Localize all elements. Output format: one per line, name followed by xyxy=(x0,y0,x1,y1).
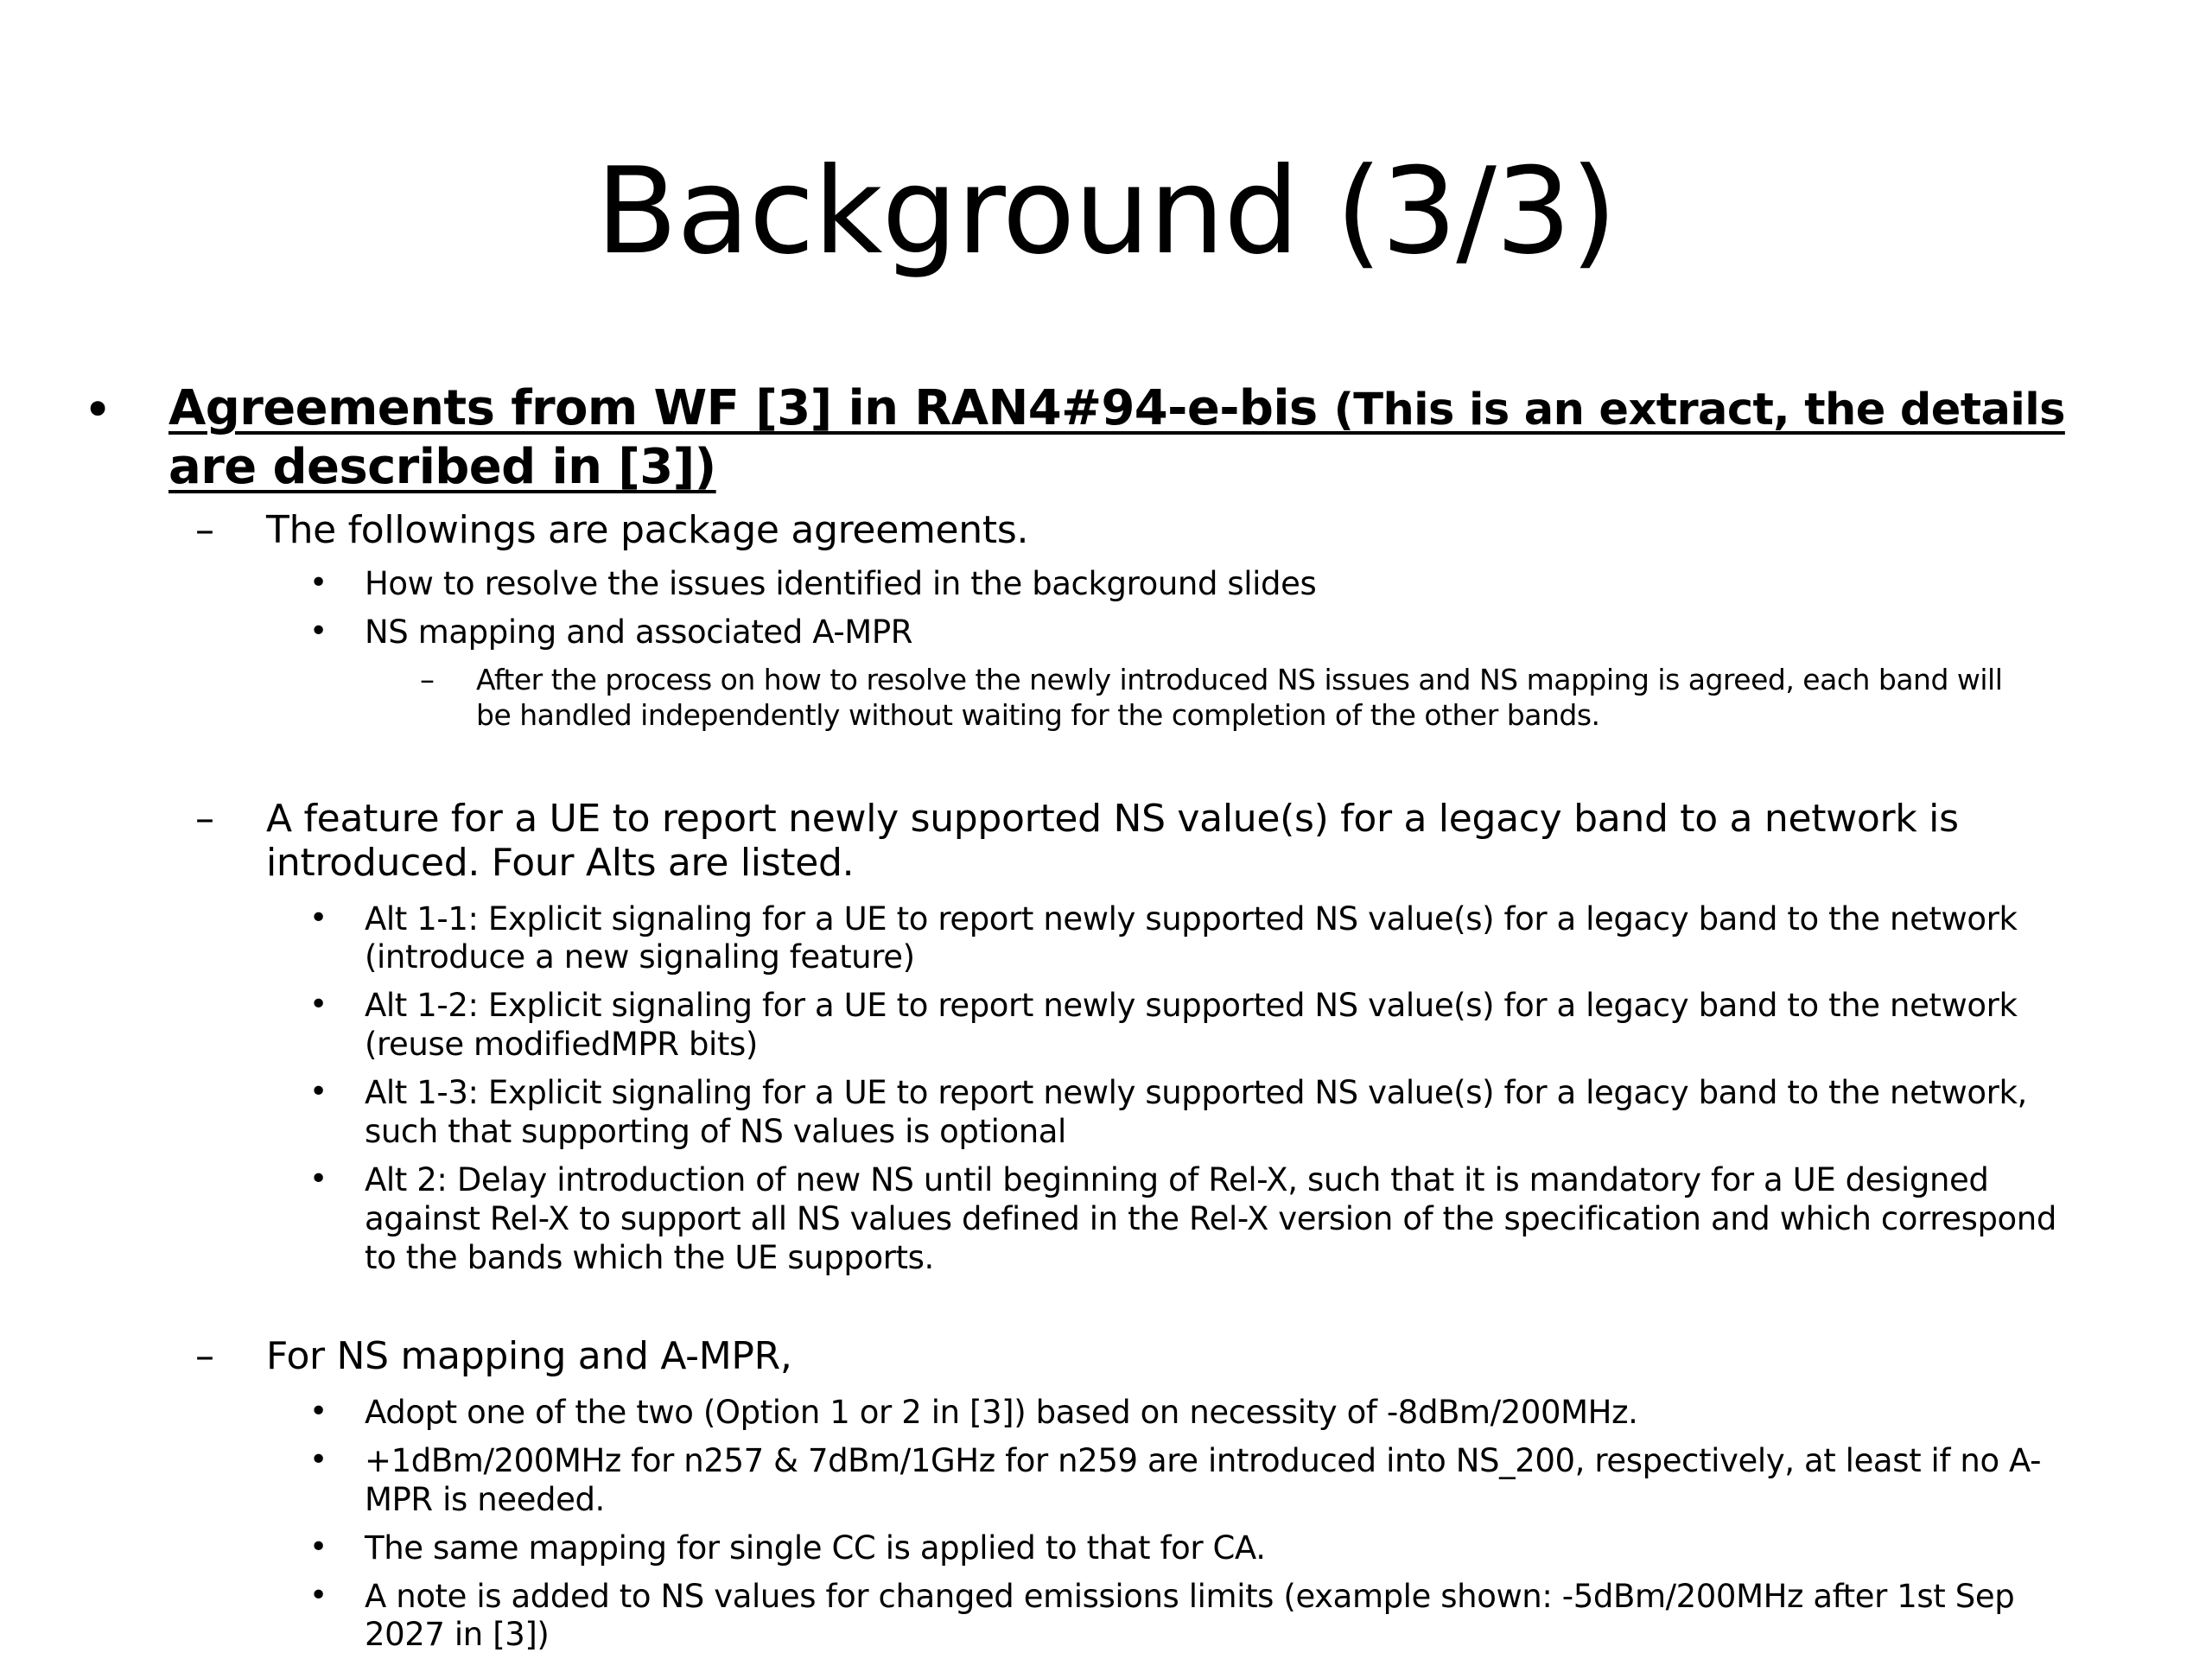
section3-item-1: Adopt one of the two (Option 1 or 2 in [3]) based on necessity of -8dBm/200MHz. xyxy=(365,1394,1638,1431)
alt-2-line-3: to the bands which the UE supports. xyxy=(365,1239,934,1276)
heading-line-1-main: Agreements from WF [3] in RAN4#94-e-bis xyxy=(168,380,1334,436)
alt-1-1-line-2: (introduce a new signaling feature) xyxy=(365,938,915,976)
list-bullet: • xyxy=(309,900,328,936)
heading-line-1 xyxy=(168,380,2065,436)
list-bullet: • xyxy=(309,1074,328,1109)
section3-item-4-line-2: 2027 in [3]) xyxy=(365,1616,550,1653)
section2-dash: – xyxy=(195,797,214,841)
section1-item-1: How to resolve the issues identified in the background slides xyxy=(365,565,1317,602)
alt-1-2-line-1: Alt 1-2: Explicit signaling for a UE to report newly supported NS value(s) for a legacy band to the network xyxy=(365,987,2018,1024)
section2-line-1: A feature for a UE to report newly supported NS value(s) for a legacy band to a network is xyxy=(266,797,1959,841)
list-bullet: • xyxy=(309,1161,328,1197)
section3-item-2-line-1: +1dBm/200MHz for n257 & 7dBm/1GHz for n259 are introduced into NS_200, respectively, at least if no A- xyxy=(365,1442,2042,1479)
section1-dash: – xyxy=(195,508,214,552)
section1-sub-dash: – xyxy=(420,663,435,697)
list-bullet: • xyxy=(309,1529,328,1565)
heading-bullet: • xyxy=(83,380,113,439)
slide-title: Background (3/3) xyxy=(595,142,1617,281)
section1-sub-item-line-2: be handled independently without waiting for the completion of the other bands. xyxy=(476,698,1600,732)
list-bullet: • xyxy=(309,613,328,649)
list-bullet: • xyxy=(309,1578,328,1613)
section3-item-4-line-1: A note is added to NS values for changed emissions limits (example shown: -5dBm/200MHz after 1st Sep xyxy=(365,1578,2015,1615)
alt-1-1-line-1: Alt 1-1: Explicit signaling for a UE to report newly supported NS value(s) for a legacy band to the network xyxy=(365,900,2018,938)
heading-line-1-note: (This is an extract, the details xyxy=(1333,385,2065,435)
alt-1-3-line-1: Alt 1-3: Explicit signaling for a UE to report newly supported NS value(s) for a legacy band to the network, xyxy=(365,1074,2027,1111)
section2-line-2: introduced. Four Alts are listed. xyxy=(266,841,855,885)
alt-1-3-line-2: such that supporting of NS values is optional xyxy=(365,1113,1066,1150)
section3-text: For NS mapping and A-MPR, xyxy=(266,1334,792,1378)
list-bullet: • xyxy=(309,987,328,1022)
heading-line-2: are described in [3]) xyxy=(168,439,716,495)
section1-text: The followings are package agreements. xyxy=(266,508,1029,552)
alt-2-line-2: against Rel-X to support all NS values defined in the Rel-X version of the specification and which correspond xyxy=(365,1200,2056,1237)
alt-1-2-line-2: (reuse modifiedMPR bits) xyxy=(365,1026,758,1063)
alt-2-line-1: Alt 2: Delay introduction of new NS until beginning of Rel-X, such that it is mandatory for a UE designed xyxy=(365,1161,1989,1198)
list-bullet: • xyxy=(309,1442,328,1478)
section1-item-2: NS mapping and associated A-MPR xyxy=(365,613,913,651)
section3-dash: – xyxy=(195,1334,214,1378)
list-bullet: • xyxy=(309,565,328,601)
section3-item-3: The same mapping for single CC is applied to that for CA. xyxy=(365,1529,1266,1567)
section3-item-2-line-2: MPR is needed. xyxy=(365,1481,605,1518)
section1-sub-item-line-1: After the process on how to resolve the newly introduced NS issues and NS mapping is agreed, each band will xyxy=(476,663,2003,696)
list-bullet: • xyxy=(309,1394,328,1429)
